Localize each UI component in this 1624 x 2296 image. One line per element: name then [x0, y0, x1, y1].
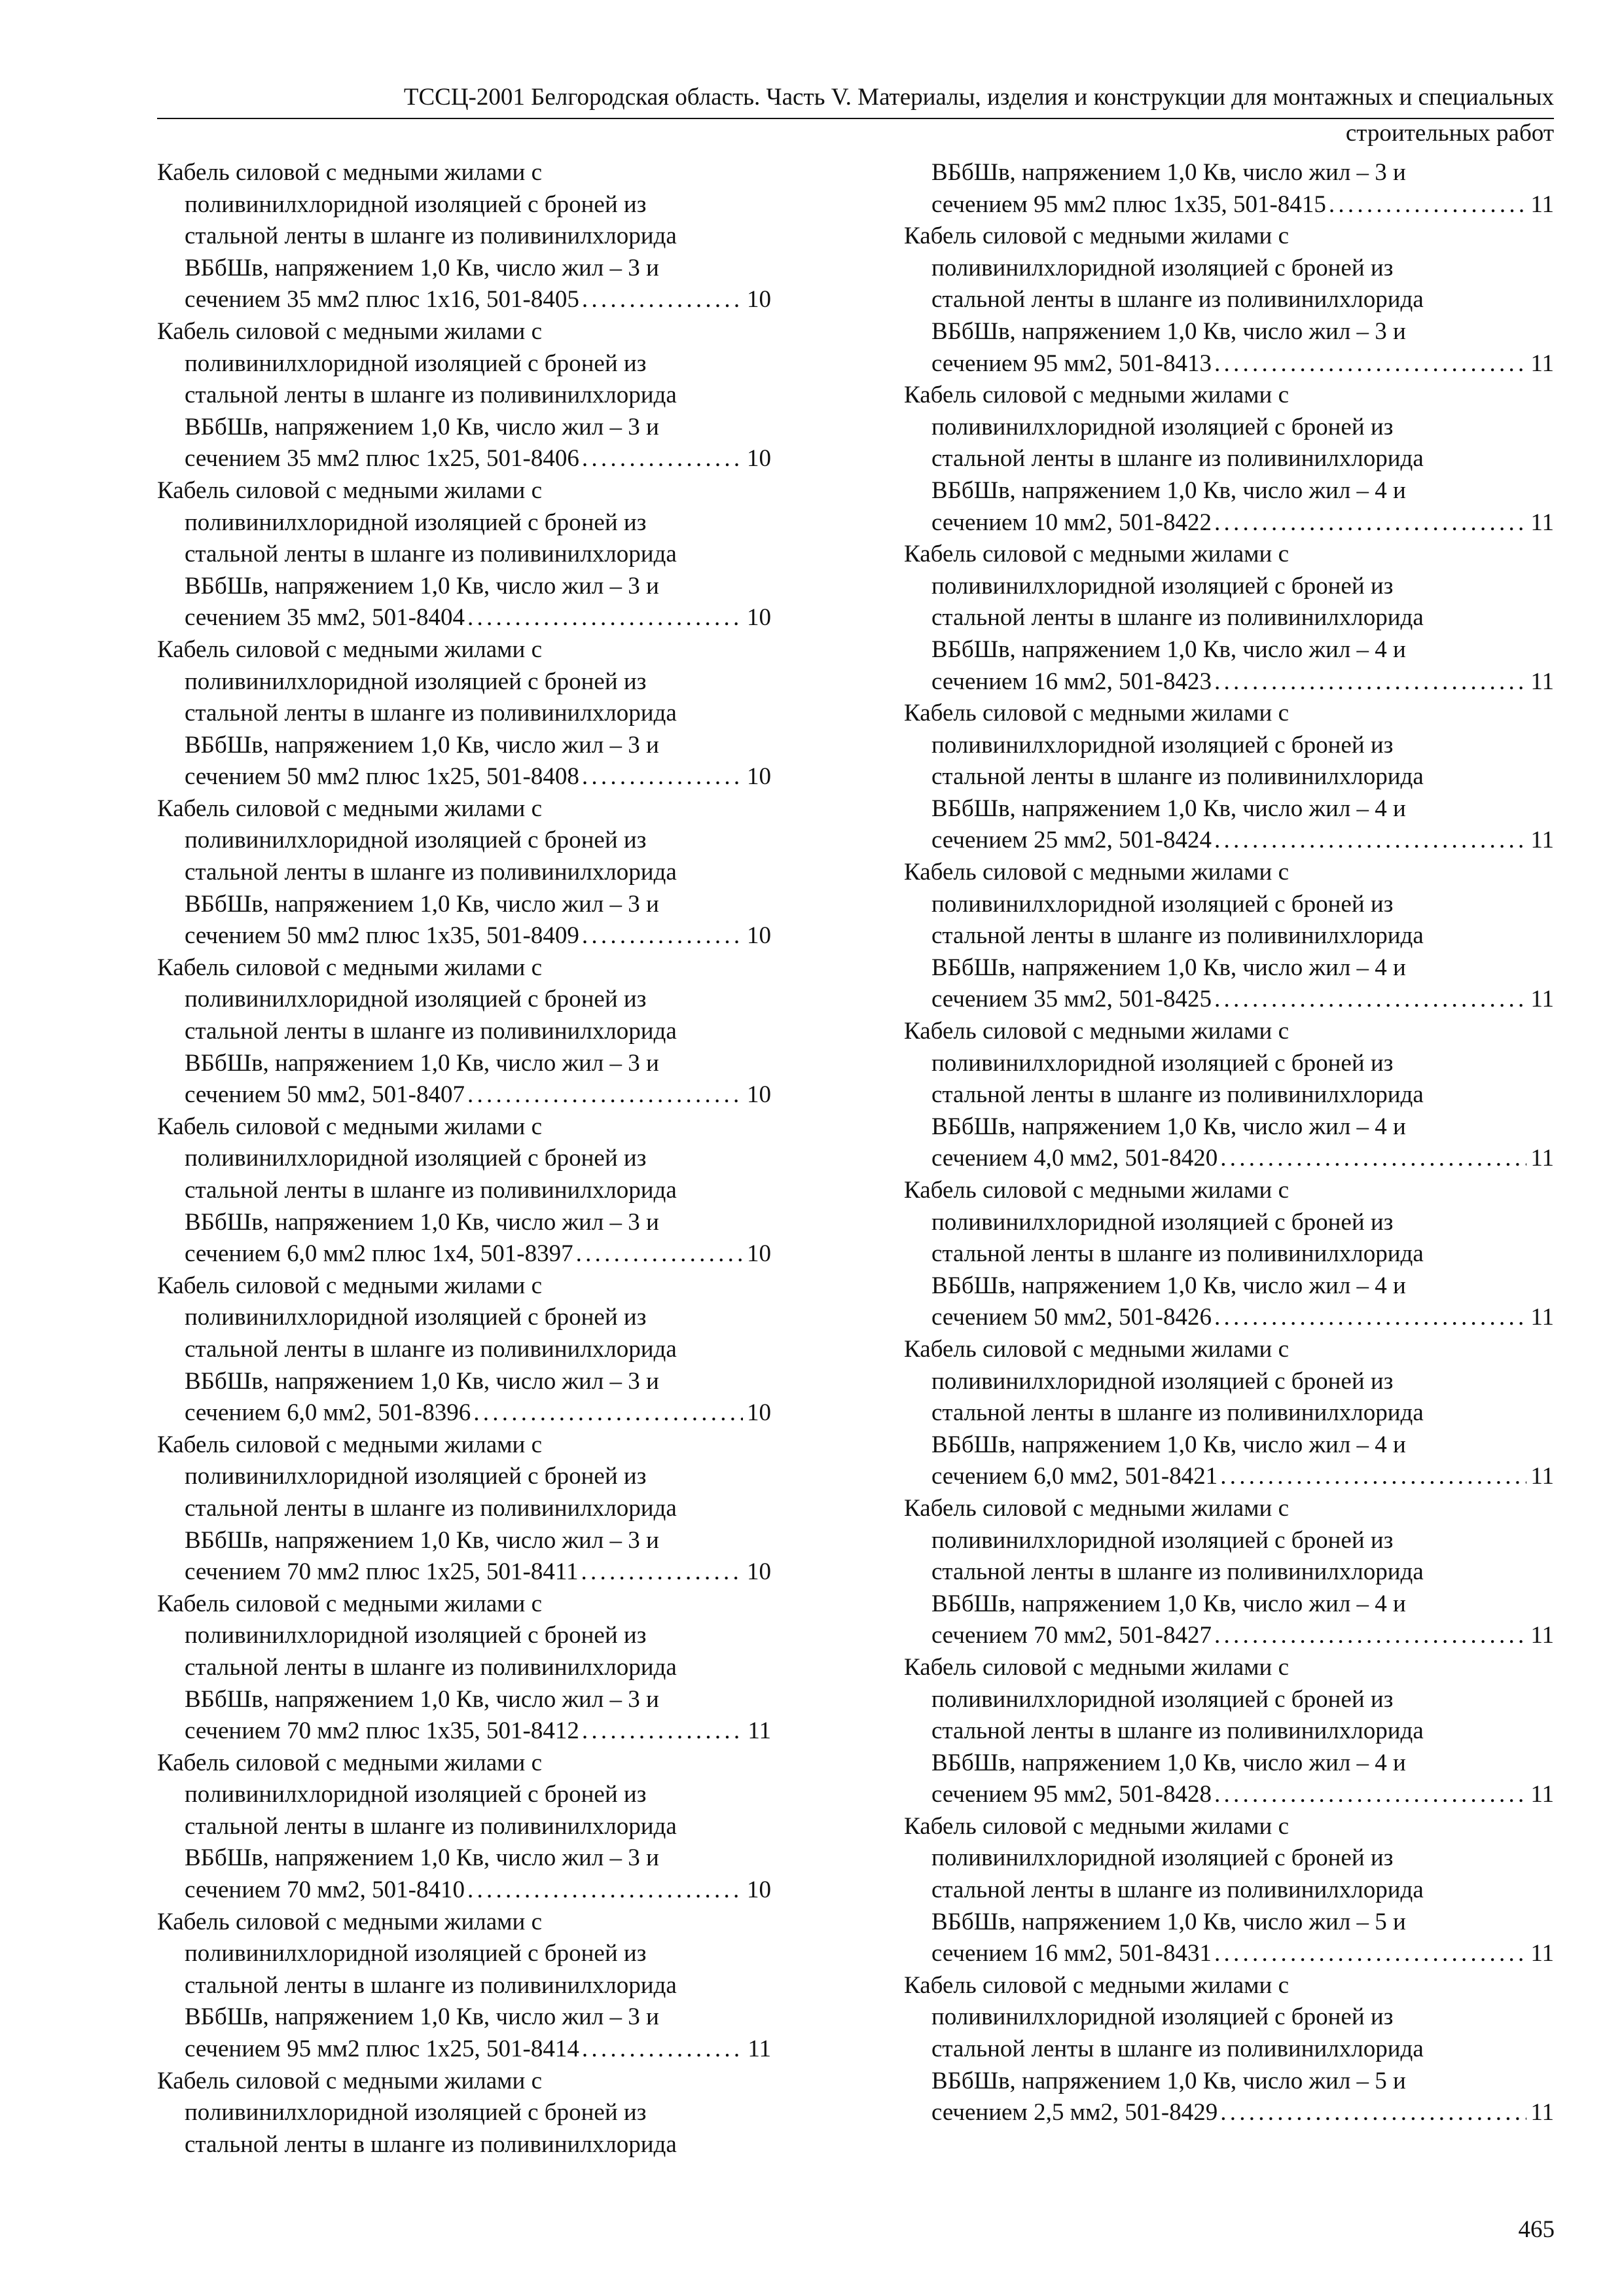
- index-entry: [904, 1970, 1554, 2129]
- index-entry-text: поливинилхлоридной изоляцией с броней из: [931, 1685, 1394, 1713]
- index-entry-last-line: [904, 507, 1554, 539]
- index-entry-text: Кабель силовой с медными жилами с: [904, 1812, 1290, 1840]
- index-entry-text: Кабель силовой с медными жилами с: [904, 1971, 1290, 1999]
- index-entry-text: сечением 50 мм2, 501-8407: [185, 1081, 465, 1109]
- index-entry-text: сечением 50 мм2, 501-8426: [931, 1304, 1212, 1331]
- index-entry: [904, 1016, 1554, 1175]
- index-entry-text: сечением 2,5 мм2, 501-8429: [931, 2099, 1218, 2126]
- index-entry-page: 10: [747, 604, 771, 632]
- index-entry-page: 10: [747, 286, 771, 314]
- index-entry: [904, 1811, 1554, 1970]
- dot-leader: [1220, 2097, 1526, 2129]
- index-entry-text: поливинилхлоридной изоляцией с броней из: [931, 1367, 1394, 1395]
- index-entry-last-line: [157, 1397, 771, 1429]
- index-entry-text: Кабель силовой с медными жилами с: [904, 382, 1290, 409]
- index-entry-text: Кабель силовой с медными жилами с: [157, 1749, 543, 1776]
- index-entry-text: сечением 6,0 мм2, 501-8396: [185, 1399, 471, 1427]
- dot-leader: [1329, 189, 1527, 221]
- index-entry-page: 11: [1530, 1463, 1554, 1490]
- index-entry-text: сечением 25 мм2, 501-8424: [931, 827, 1212, 854]
- index-entry-text: ВБбШв, напряжением 1,0 Кв, число жил – 3 и: [185, 254, 659, 281]
- dot-leader: [1214, 1620, 1526, 1652]
- index-entry: [157, 1111, 771, 1270]
- index-entry-text: поливинилхлоридной изоляцией с броней из: [185, 1463, 647, 1490]
- index-entry-last-line: [904, 1779, 1554, 1811]
- index-entry-text: поливинилхлоридной изоляцией с броней из: [185, 509, 647, 536]
- index-entry-text: сечением 6,0 мм2, 501-8421: [931, 1463, 1218, 1490]
- index-entry-text: сечением 95 мм2, 501-8428: [931, 1781, 1212, 1808]
- index-entry-text: ВБбШв, напряжением 1,0 Кв, число жил – 4 и: [931, 1590, 1406, 1617]
- index-entry-last-line: [157, 443, 771, 475]
- dot-leader: [582, 761, 743, 793]
- dot-leader: [581, 1556, 743, 1588]
- header-line-1: ТССЦ-2001 Белгородская область. Часть V. Материалы, изделия и конструкции для монтажных и специальных: [403, 84, 1554, 111]
- index-entry-text: стальной ленты в шланге из поливинилхлорида: [931, 2036, 1424, 2063]
- index-entry-text: поливинилхлоридной изоляцией с броней из: [185, 2099, 647, 2126]
- index-entry: [904, 698, 1554, 857]
- index-entry-text: сечением 10 мм2, 501-8422: [931, 509, 1212, 536]
- index-entry-text: Кабель силовой с медными жилами с: [157, 954, 543, 981]
- index-entry-text: ВБбШв, напряжением 1,0 Кв, число жил – 5 и: [931, 2067, 1406, 2094]
- index-entry-text: стальной ленты в шланге из поливинилхлорида: [185, 382, 677, 409]
- index-entry-text: Кабель силовой с медными жилами с: [904, 1018, 1290, 1045]
- dot-leader: [582, 2034, 744, 2066]
- index-entry-text: стальной ленты в шланге из поливинилхлорида: [185, 223, 677, 250]
- index-entry-text: сечением 95 мм2, 501-8413: [931, 350, 1212, 377]
- index-entry-text: Кабель силовой с медными жилами с: [157, 2067, 543, 2094]
- index-entry-page: 11: [748, 1717, 771, 1745]
- index-entry-text: поливинилхлоридной изоляцией с броней из: [185, 350, 647, 377]
- dot-leader: [1220, 1461, 1526, 1493]
- index-entry-text: стальной ленты в шланге из поливинилхлорида: [185, 1177, 677, 1204]
- index-entry: [157, 1748, 771, 1907]
- index-entry-text: Кабель силовой с медными жилами с: [157, 1431, 543, 1458]
- index-entry-text: Кабель силовой с медными жилами с: [904, 1494, 1290, 1522]
- index-entry-text: ВБбШв, напряжением 1,0 Кв, число жил – 4 и: [931, 795, 1406, 822]
- index-entry-text: Кабель силовой с медными жилами с: [904, 223, 1290, 250]
- index-entry-text: поливинилхлоридной изоляцией с броней из: [185, 1145, 647, 1172]
- index-entry-text: Кабель силовой с медными жилами с: [157, 636, 543, 663]
- index-entry-last-line: [157, 1079, 771, 1111]
- index-entry: [157, 316, 771, 475]
- index-entry: [157, 1588, 771, 1748]
- index-entry-text: поливинилхлоридной изоляцией с броней из: [185, 190, 647, 218]
- index-column-right: [904, 157, 1554, 2129]
- index-entry-text: Кабель силовой с медными жилами с: [904, 1653, 1290, 1681]
- index-entry-text: ВБбШв, напряжением 1,0 Кв, число жил – 3 и: [185, 1208, 659, 1236]
- dot-leader: [1214, 507, 1526, 539]
- dot-leader: [467, 602, 743, 634]
- index-entry-last-line: [904, 1620, 1554, 1652]
- index-entry: [157, 157, 771, 316]
- index-entry-text: поливинилхлоридной изоляцией с броней из: [185, 1622, 647, 1649]
- index-entry-text: сечением 16 мм2, 501-8431: [931, 1940, 1212, 1967]
- index-entry-text: ВБбШв, напряжением 1,0 Кв, число жил – 3 и: [185, 731, 659, 759]
- index-entry-text: Кабель силовой с медными жилами с: [904, 541, 1290, 568]
- index-entry-page: 10: [747, 1240, 771, 1268]
- index-entry-page: 10: [747, 763, 771, 791]
- index-entry-text: Кабель силовой с медными жилами с: [904, 700, 1290, 727]
- index-entry-text: ВБбШв, напряжением 1,0 Кв, число жил – 4 и: [931, 1431, 1406, 1458]
- index-entry-text: стальной ленты в шланге из поливинилхлорида: [185, 859, 677, 886]
- index-entry-text: стальной ленты в шланге из поливинилхлорида: [185, 2130, 677, 2158]
- index-entry-text: поливинилхлоридной изоляцией с броней из: [185, 668, 647, 695]
- index-entry: [157, 1429, 771, 1588]
- index-entry-text: поливинилхлоридной изоляцией с броней из: [185, 1940, 647, 1967]
- index-entry-page: 11: [1530, 509, 1554, 536]
- index-entry-text: поливинилхлоридной изоляцией с броней из: [931, 572, 1394, 600]
- index-entry-last-line: [904, 1143, 1554, 1175]
- index-entry: [157, 952, 771, 1111]
- dot-leader: [473, 1397, 743, 1429]
- index-entry-text: ВБбШв, напряжением 1,0 Кв, число жил – 4 и: [931, 954, 1406, 981]
- index-entry-text: стальной ленты в шланге из поливинилхлорида: [185, 1494, 677, 1522]
- dot-leader: [1214, 1302, 1526, 1334]
- index-entry-text: стальной ленты в шланге из поливинилхлорида: [931, 922, 1424, 950]
- dot-leader: [582, 284, 743, 316]
- index-entry: [157, 475, 771, 634]
- index-entry: [904, 1175, 1554, 1334]
- index-entry-text: ВБбШв, напряжением 1,0 Кв, число жил – 3 и: [185, 1685, 659, 1713]
- index-entry-last-line: [157, 920, 771, 952]
- dot-leader: [1214, 1779, 1526, 1811]
- index-entry-text: поливинилхлоридной изоляцией с броней из: [185, 1304, 647, 1331]
- index-entry-text: стальной ленты в шланге из поливинилхлорида: [931, 445, 1424, 473]
- dot-leader: [576, 1238, 743, 1270]
- index-entry-last-line: [157, 761, 771, 793]
- running-header: [157, 82, 1554, 149]
- index-entry-text: сечением 4,0 мм2, 501-8420: [931, 1145, 1218, 1172]
- dot-leader: [1214, 825, 1526, 857]
- dot-leader: [1214, 666, 1526, 698]
- index-entry-last-line: [904, 825, 1554, 857]
- index-entry-text: Кабель силовой с медными жилами с: [904, 859, 1290, 886]
- index-entry-text: сечением 35 мм2 плюс 1х25, 501-8406: [185, 445, 579, 473]
- index-entry-text: стальной ленты в шланге из поливинилхлорида: [185, 1018, 677, 1045]
- index-entry-text: сечением 50 мм2 плюс 1х35, 501-8409: [185, 922, 579, 950]
- index-entry-text: ВБбШв, напряжением 1,0 Кв, число жил – 3 и: [185, 413, 659, 440]
- index-entry-text: стальной ленты в шланге из поливинилхлорида: [185, 1971, 677, 1999]
- index-entry-page: 11: [1530, 190, 1554, 218]
- index-entry-text: ВБбШв, напряжением 1,0 Кв, число жил – 3 и: [185, 2003, 659, 2031]
- index-entry-last-line: [157, 1715, 771, 1748]
- index-entry-text: ВБбШв, напряжением 1,0 Кв, число жил – 4 и: [931, 476, 1406, 504]
- index-entry-text: сечением 35 мм2, 501-8425: [931, 986, 1212, 1013]
- index-entry-last-line: [904, 984, 1554, 1016]
- index-entry-text: сечением 35 мм2, 501-8404: [185, 604, 465, 632]
- index-entry-last-line: [157, 284, 771, 316]
- dot-leader: [582, 920, 743, 952]
- index-entry: [904, 1334, 1554, 1493]
- index-entry-text: сечением 35 мм2 плюс 1х16, 501-8405: [185, 286, 579, 314]
- index-entry: [904, 157, 1554, 221]
- dot-leader: [467, 1079, 743, 1111]
- index-entry-page: 10: [747, 922, 771, 950]
- dot-leader: [1214, 984, 1526, 1016]
- dot-leader: [1220, 1143, 1526, 1175]
- index-entry-page: 10: [747, 1081, 771, 1109]
- index-entry-last-line: [157, 1874, 771, 1907]
- index-entry-text: сечением 6,0 мм2 плюс 1х4, 501-8397: [185, 1240, 573, 1268]
- index-entry: [904, 857, 1554, 1016]
- index-entry-text: Кабель силовой с медными жилами с: [157, 1113, 543, 1140]
- index-entry-last-line: [904, 348, 1554, 380]
- index-entry-text: стальной ленты в шланге из поливинилхлорида: [931, 1876, 1424, 1904]
- index-entry-text: Кабель силовой с медными жилами с: [157, 476, 543, 504]
- index-entry-last-line: [904, 189, 1554, 221]
- index-entry-text: Кабель силовой с медными жилами с: [157, 317, 543, 345]
- index-entry-last-line: [904, 2097, 1554, 2129]
- index-entry-last-line: [157, 1238, 771, 1270]
- index-entry-page: 10: [747, 1399, 771, 1427]
- index-entry-text: ВБбШв, напряжением 1,0 Кв, число жил – 3 и: [185, 890, 659, 918]
- index-entry-page: 11: [1530, 668, 1554, 695]
- index-entry-text: стальной ленты в шланге из поливинилхлорида: [931, 763, 1424, 791]
- index-entry-text: стальной ленты в шланге из поливинилхлорида: [931, 1240, 1424, 1268]
- index-entry-text: Кабель силовой с медными жилами с: [157, 1272, 543, 1299]
- index-entry-last-line: [904, 1302, 1554, 1334]
- index-entry: [904, 539, 1554, 698]
- index-entry-page: 10: [747, 445, 771, 473]
- index-entry-text: стальной ленты в шланге из поливинилхлорида: [185, 700, 677, 727]
- index-entry-page: 11: [1530, 1304, 1554, 1331]
- index-entry-text: стальной ленты в шланге из поливинилхлорида: [931, 1399, 1424, 1427]
- index-entry: [157, 634, 771, 793]
- index-entry-text: поливинилхлоридной изоляцией с броней из: [185, 1781, 647, 1808]
- dot-leader: [582, 1715, 744, 1748]
- index-entry-text: поливинилхлоридной изоляцией с броней из: [931, 1049, 1394, 1077]
- index-entry: [157, 1270, 771, 1429]
- index-entry-text: Кабель силовой с медными жилами с: [904, 1177, 1290, 1204]
- index-entry-text: Кабель силовой с медными жилами с: [157, 1590, 543, 1617]
- index-entry: [157, 793, 771, 952]
- index-entry-text: сечением 95 мм2 плюс 1х35, 501-8415: [931, 190, 1326, 218]
- index-entry: [904, 1493, 1554, 1652]
- index-entry-text: Кабель силовой с медными жилами с: [157, 1908, 543, 1935]
- dot-leader: [582, 443, 743, 475]
- index-entry-page: 11: [748, 2036, 771, 2063]
- index-entry: [157, 2066, 771, 2161]
- index-entry-text: ВБбШв, напряжением 1,0 Кв, число жил – 4 и: [931, 1113, 1406, 1140]
- index-entry-page: 11: [1530, 1622, 1554, 1649]
- index-entry: [904, 1652, 1554, 1811]
- index-entry-text: сечением 70 мм2, 501-8410: [185, 1876, 465, 1904]
- index-entry-text: поливинилхлоридной изоляцией с броней из: [931, 254, 1394, 281]
- index-entry-text: Кабель силовой с медными жилами с: [157, 159, 543, 186]
- index-entry-text: поливинилхлоридной изоляцией с броней из: [931, 1844, 1394, 1872]
- index-entry-page: 11: [1530, 986, 1554, 1013]
- index-entry-text: сечением 16 мм2, 501-8423: [931, 668, 1212, 695]
- index-entry-text: поливинилхлоридной изоляцией с броней из: [931, 2003, 1394, 2031]
- index-entry-text: сечением 70 мм2, 501-8427: [931, 1622, 1212, 1649]
- index-entry-text: сечением 95 мм2 плюс 1х25, 501-8414: [185, 2036, 579, 2063]
- index-entry-text: поливинилхлоридной изоляцией с броней из: [185, 986, 647, 1013]
- index-entry-page: 10: [747, 1558, 771, 1586]
- index-entry-text: стальной ленты в шланге из поливинилхлорида: [185, 541, 677, 568]
- index-entry-text: ВБбШв, напряжением 1,0 Кв, число жил – 3 и: [185, 572, 659, 600]
- index-entry-text: стальной ленты в шланге из поливинилхлорида: [931, 604, 1424, 632]
- index-entry-text: поливинилхлоридной изоляцией с броней из: [931, 890, 1394, 918]
- index-column-left: [157, 157, 771, 2161]
- index-entry-text: Кабель силовой с медными жилами с: [904, 1335, 1290, 1363]
- index-entry-text: поливинилхлоридной изоляцией с броней из: [931, 1208, 1394, 1236]
- index-entry-last-line: [904, 666, 1554, 698]
- index-entry-text: поливинилхлоридной изоляцией с броней из: [931, 1526, 1394, 1554]
- index-entry-text: сечением 70 мм2 плюс 1х35, 501-8412: [185, 1717, 579, 1745]
- dot-leader: [1214, 348, 1526, 380]
- index-entry-page: 11: [1530, 1145, 1554, 1172]
- index-entry-text: ВБбШв, напряжением 1,0 Кв, число жил – 3 и: [931, 317, 1406, 345]
- index-entry-page: 10: [747, 1876, 771, 1904]
- index-entry-text: ВБбШв, напряжением 1,0 Кв, число жил – 3 и: [931, 159, 1406, 186]
- index-entry-last-line: [157, 2034, 771, 2066]
- index-entry-text: ВБбШв, напряжением 1,0 Кв, число жил – 3 и: [185, 1844, 659, 1872]
- index-entry-text: стальной ленты в шланге из поливинилхлорида: [931, 1717, 1424, 1745]
- index-entry-last-line: [904, 1938, 1554, 1970]
- index-entry-text: ВБбШв, напряжением 1,0 Кв, число жил – 3 и: [185, 1526, 659, 1554]
- index-entry-page: 11: [1530, 1781, 1554, 1808]
- index-entry: [157, 1907, 771, 2066]
- index-entry-last-line: [157, 602, 771, 634]
- index-entry-text: стальной ленты в шланге из поливинилхлорида: [931, 1081, 1424, 1109]
- index-entry-text: стальной ленты в шланге из поливинилхлорида: [185, 1812, 677, 1840]
- index-entry-page: 11: [1530, 827, 1554, 854]
- dot-leader: [1214, 1938, 1526, 1970]
- index-entry-text: ВБбШв, напряжением 1,0 Кв, число жил – 3 и: [185, 1049, 659, 1077]
- index-entry-text: Кабель силовой с медными жилами с: [157, 795, 543, 822]
- index-entry-text: ВБбШв, напряжением 1,0 Кв, число жил – 4 и: [931, 1749, 1406, 1776]
- index-entry-text: сечением 50 мм2 плюс 1х25, 501-8408: [185, 763, 579, 791]
- dot-leader: [467, 1874, 743, 1907]
- index-entry: [904, 221, 1554, 380]
- index-entry-text: поливинилхлоридной изоляцией с броней из: [931, 413, 1394, 440]
- index-entry-last-line: [157, 1556, 771, 1588]
- page-number: 465: [1518, 2216, 1555, 2243]
- header-rule: [157, 118, 1554, 119]
- index-entry-text: ВБбШв, напряжением 1,0 Кв, число жил – 4 и: [931, 1272, 1406, 1299]
- index-entry-last-line: [904, 1461, 1554, 1493]
- index-entry-text: стальной ленты в шланге из поливинилхлорида: [931, 1558, 1424, 1586]
- index-entry-page: 11: [1530, 350, 1554, 377]
- header-line-2: строительных работ: [1345, 120, 1554, 147]
- index-entry-text: ВБбШв, напряжением 1,0 Кв, число жил – 4 и: [931, 636, 1406, 663]
- index-entry-text: стальной ленты в шланге из поливинилхлорида: [185, 1335, 677, 1363]
- index-entry-text: поливинилхлоридной изоляцией с броней из: [185, 827, 647, 854]
- index-entry-page: 11: [1530, 2099, 1554, 2126]
- index-entry-text: ВБбШв, напряжением 1,0 Кв, число жил – 3 и: [185, 1367, 659, 1395]
- index-entry-text: поливинилхлоридной изоляцией с броней из: [931, 731, 1394, 759]
- index-entry-text: сечением 70 мм2 плюс 1х25, 501-8411: [185, 1558, 579, 1586]
- index-entry-text: стальной ленты в шланге из поливинилхлорида: [185, 1653, 677, 1681]
- index-entry: [904, 380, 1554, 539]
- index-entry-text: ВБбШв, напряжением 1,0 Кв, число жил – 5 и: [931, 1908, 1406, 1935]
- index-entry-page: 11: [1530, 1940, 1554, 1967]
- index-entry-text: стальной ленты в шланге из поливинилхлорида: [931, 286, 1424, 314]
